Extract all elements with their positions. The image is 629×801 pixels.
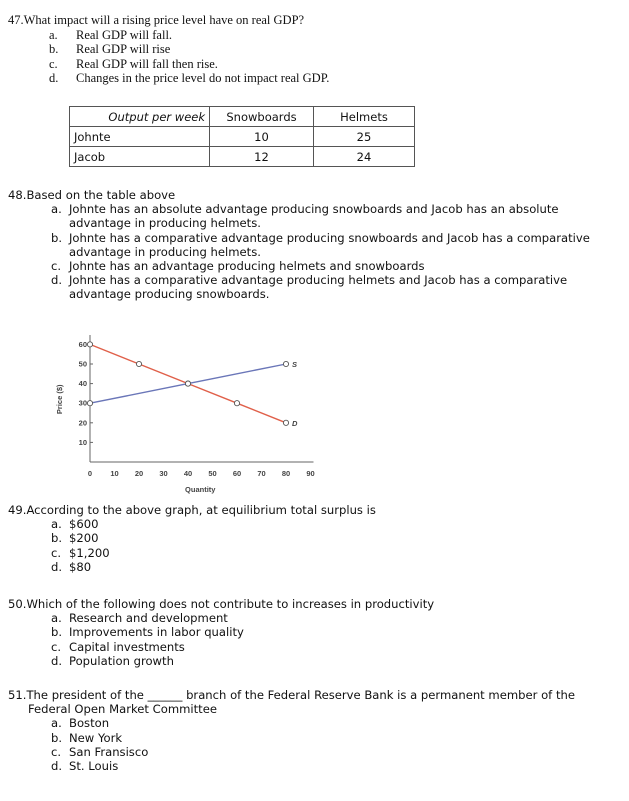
- data-point: [234, 401, 239, 406]
- option-c[interactable]: c. $1,200: [51, 545, 110, 560]
- table-cell: 24: [314, 147, 415, 167]
- y-tick-label: 30: [78, 398, 87, 408]
- supply-demand-graph: [50, 335, 330, 500]
- data-point: [87, 401, 92, 406]
- y-tick-label: 50: [78, 359, 87, 369]
- chart-axes: [90, 335, 314, 462]
- answer-options: [8, 716, 620, 773]
- option-c[interactable]: c. Johnte has an advantage producing helmets and snowboards: [51, 259, 425, 274]
- question-48: [8, 188, 620, 302]
- option-c[interactable]: c. Capital investments: [51, 639, 185, 654]
- data-point: [283, 361, 288, 366]
- table-row: [70, 147, 415, 167]
- question-47: [8, 13, 620, 86]
- answer-options: [8, 517, 620, 574]
- curve-label-s: S: [292, 360, 298, 369]
- x-tick-label: 80: [281, 469, 291, 478]
- option-a[interactable]: a. $600: [51, 517, 99, 532]
- option-d[interactable]: d. Population growth: [51, 653, 174, 668]
- option-a[interactable]: a. Boston: [51, 716, 110, 731]
- x-tick-label: 40: [183, 469, 193, 478]
- table-cell: 10: [210, 127, 314, 147]
- x-tick-label: 10: [110, 469, 119, 478]
- question-51: [8, 688, 620, 773]
- question-stem: 48.Based on the table above: [8, 188, 176, 202]
- option-c[interactable]: c. Real GDP will fall then rise.: [49, 56, 218, 71]
- question-stem: 47.What impact will a rising price level have on real GDP?: [8, 13, 305, 27]
- table-header-row: [70, 107, 415, 127]
- x-tick-label: 70: [257, 469, 266, 478]
- option-b[interactable]: b. Real GDP will rise: [49, 42, 171, 56]
- data-point: [136, 361, 141, 366]
- x-axis-label: Quantity: [185, 485, 216, 494]
- option-a[interactable]: a. Research and development: [51, 611, 228, 626]
- table-header: Helmets: [314, 107, 415, 127]
- question-stem: 49.According to the above graph, at equilibrium total surplus is: [8, 503, 376, 517]
- table-cell: Johnte: [70, 127, 210, 147]
- x-tick-label: 90: [306, 469, 315, 478]
- table-cell: 25: [314, 127, 415, 147]
- question-stem: 50.Which of the following does not contribute to increases in productivity: [8, 597, 435, 611]
- option-a[interactable]: a. Real GDP will fall.: [49, 27, 173, 42]
- option-d[interactable]: d. Johnte has a comparative advantage producing helmets and Jacob has a comparative advantage producing snowboards.: [51, 273, 568, 302]
- y-tick-label: 10: [78, 437, 87, 447]
- x-tick-label: 20: [134, 469, 144, 478]
- table-cell: Jacob: [70, 147, 210, 167]
- curve-label-d: D: [292, 418, 298, 428]
- option-c[interactable]: c. San Fransisco: [51, 744, 149, 759]
- option-a[interactable]: a. Johnte has an absolute advantage producing snowboards and Jacob has an absolute advantage in producing helmets.: [51, 202, 559, 231]
- data-point: [283, 420, 288, 425]
- output-table: [69, 106, 415, 167]
- option-b[interactable]: b. Johnte has a comparative advantage producing snowboards and Jacob has a comparative advantage in producing helmets.: [51, 230, 590, 259]
- y-tick-label: 60: [78, 339, 87, 349]
- option-b[interactable]: b. New York: [51, 730, 123, 745]
- data-point: [185, 381, 190, 386]
- x-tick-label: 30: [159, 469, 168, 478]
- x-tick-label: 50: [208, 469, 217, 478]
- y-tick-label: 20: [78, 418, 87, 428]
- answer-options: [8, 611, 620, 668]
- table-row: [70, 127, 415, 147]
- answer-options: [8, 202, 620, 301]
- table-header: Snowboards: [210, 107, 314, 127]
- option-b[interactable]: b. Improvements in labor quality: [51, 625, 244, 640]
- x-tick-label: 60: [232, 469, 242, 478]
- x-tick-label: 0: [87, 469, 93, 478]
- question-50: [8, 597, 620, 668]
- option-d[interactable]: d. St. Louis: [51, 759, 119, 774]
- y-tick-label: 40: [78, 379, 87, 389]
- data-point: [87, 342, 92, 347]
- table-header: Output per week: [70, 107, 210, 127]
- question-stem: 51.The president of the ______ branch of the Federal Reserve Bank is a permanent member of the Federal Open Market Committee: [8, 688, 575, 717]
- question-49: [8, 503, 620, 574]
- answer-options: [8, 28, 620, 86]
- y-axis-label: Price ($): [55, 384, 64, 415]
- option-b[interactable]: b. $200: [51, 531, 99, 546]
- option-d[interactable]: d. $80: [51, 559, 92, 574]
- table-cell: 12: [210, 147, 314, 167]
- option-d[interactable]: d. Changes in the price level do not impact real GDP.: [49, 71, 330, 85]
